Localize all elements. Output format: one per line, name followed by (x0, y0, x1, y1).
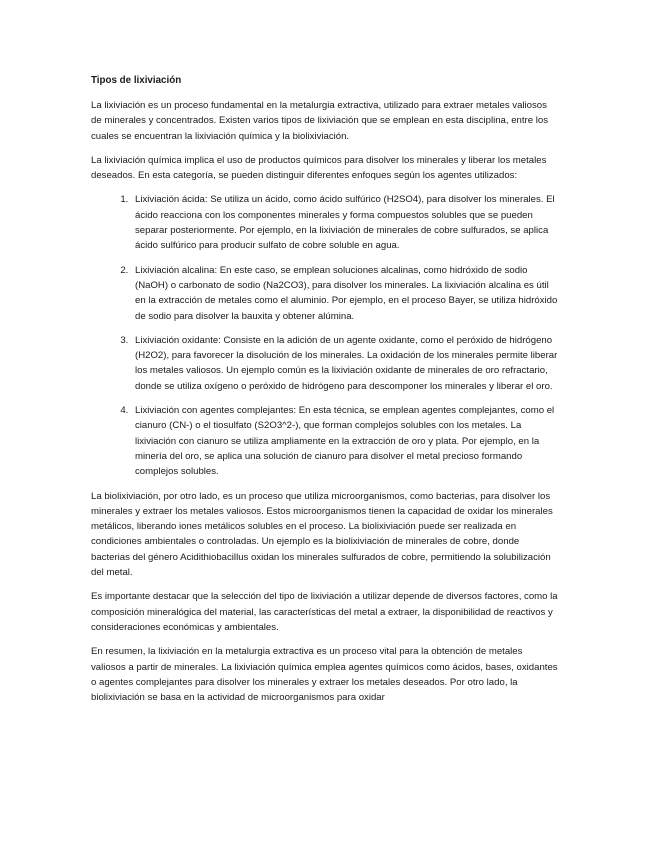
list-item-oxidant: 3. Lixiviación oxidante: Consiste en la adición de un agente oxidante, como el peróxido de hidrógeno (H2O2), para favorecer la disolución de los minerales. La oxidación de los minerales permite liberar los metales valiosos. Un ejemplo común es la lixiviación oxidante de minerales de oro refractario, donde se utiliza oxígeno o peróxido de hidrógeno para descomponer los minerales y liberar el oro. (131, 333, 559, 394)
leaching-types-list (91, 192, 559, 479)
selection-paragraph: Es importante destacar que la selección del tipo de lixiviación a utilizar depende de diversos factores, como la composición mineralógica del material, las características del metal a extraer, la disponibilidad de reactivos y consideraciones económicas y ambientales. (91, 591, 558, 633)
document-title: Tipos de lixiviación (91, 75, 182, 86)
list-item-acid: 1. Lixiviación ácida: Se utiliza un ácido, como ácido sulfúrico (H2SO4), para disolver los minerales. El ácido reacciona con los componentes minerales y forma compuestos solubles que se pueden separar posteriormente. Por ejemplo, en la lixiviación de minerales de cobre sulfurados, se aplica ácido sulfúrico para producir sulfato de cobre soluble en agua. (131, 192, 559, 253)
intro-paragraph-2: La lixiviación química implica el uso de productos químicos para disolver los minerales y liberar los metales deseados. En esta categoría, se pueden distinguir diferentes enfoques según los agentes utilizados: (91, 154, 547, 182)
bioleaching-paragraph: La biolixiviación, por otro lado, es un proceso que utiliza microorganismos, como bacterias, para disolver los minerales y extraer los metales valiosos. Estos microorganismos tienen la capacidad de oxidar los minerales metálicos, liberando iones metálicos solubles en el proceso. La biolixiviación puede ser realizada en condiciones ambientales o controladas. Un ejemplo es la biolixiviación de minerales de cobre, donde bacterias del género Acidithiobacillus oxidan los minerales sulfurados de cobre, permitiendo la solubilización del metal. (91, 490, 553, 579)
intro-paragraph-1: La lixiviación es un proceso fundamental en la metalurgia extractiva, utilizado para extraer metales valiosos de minerales y concentrados. Existen varios tipos de lixiviación que se emplean en esta disciplina, entre los cuales se encuentran la lixiviación química y la biolixiviación. (91, 100, 549, 142)
list-item-alkaline: 2. Lixiviación alcalina: En este caso, se emplean soluciones alcalinas, como hidróxido de sodio (NaOH) o carbonato de sodio (Na2CO3), para disolver los minerales. La lixiviación alcalina es útil en la extracción de metales como el aluminio. Por ejemplo, en el proceso Bayer, se utiliza hidróxido de sodio para disolver la bauxita y obtener alúmina. (131, 263, 559, 324)
summary-paragraph: En resumen, la lixiviación en la metalurgia extractiva es un proceso vital para la obtención de metales valiosos a partir de minerales. La lixiviación química emplea agentes químicos como ácidos, bases, oxidantes o agentes complejantes para disolver los minerales y extraer los metales deseados. Por otro lado, la biolixiviación se basa en la actividad de microorganismos para oxidar (91, 646, 558, 704)
list-item-complexing: 4. Lixiviación con agentes complejantes: En esta técnica, se emplean agentes complejantes, como el cianuro (CN-) o el tiosulfato (S2O3^2-), que forman complejos solubles con los metales. La lixiviación con cianuro se utiliza ampliamente en la extracción de oro y plata. Por ejemplo, en la minería del oro, se aplica una solución de cianuro para disolver el metal precioso formando complejos solubles. (131, 403, 559, 479)
